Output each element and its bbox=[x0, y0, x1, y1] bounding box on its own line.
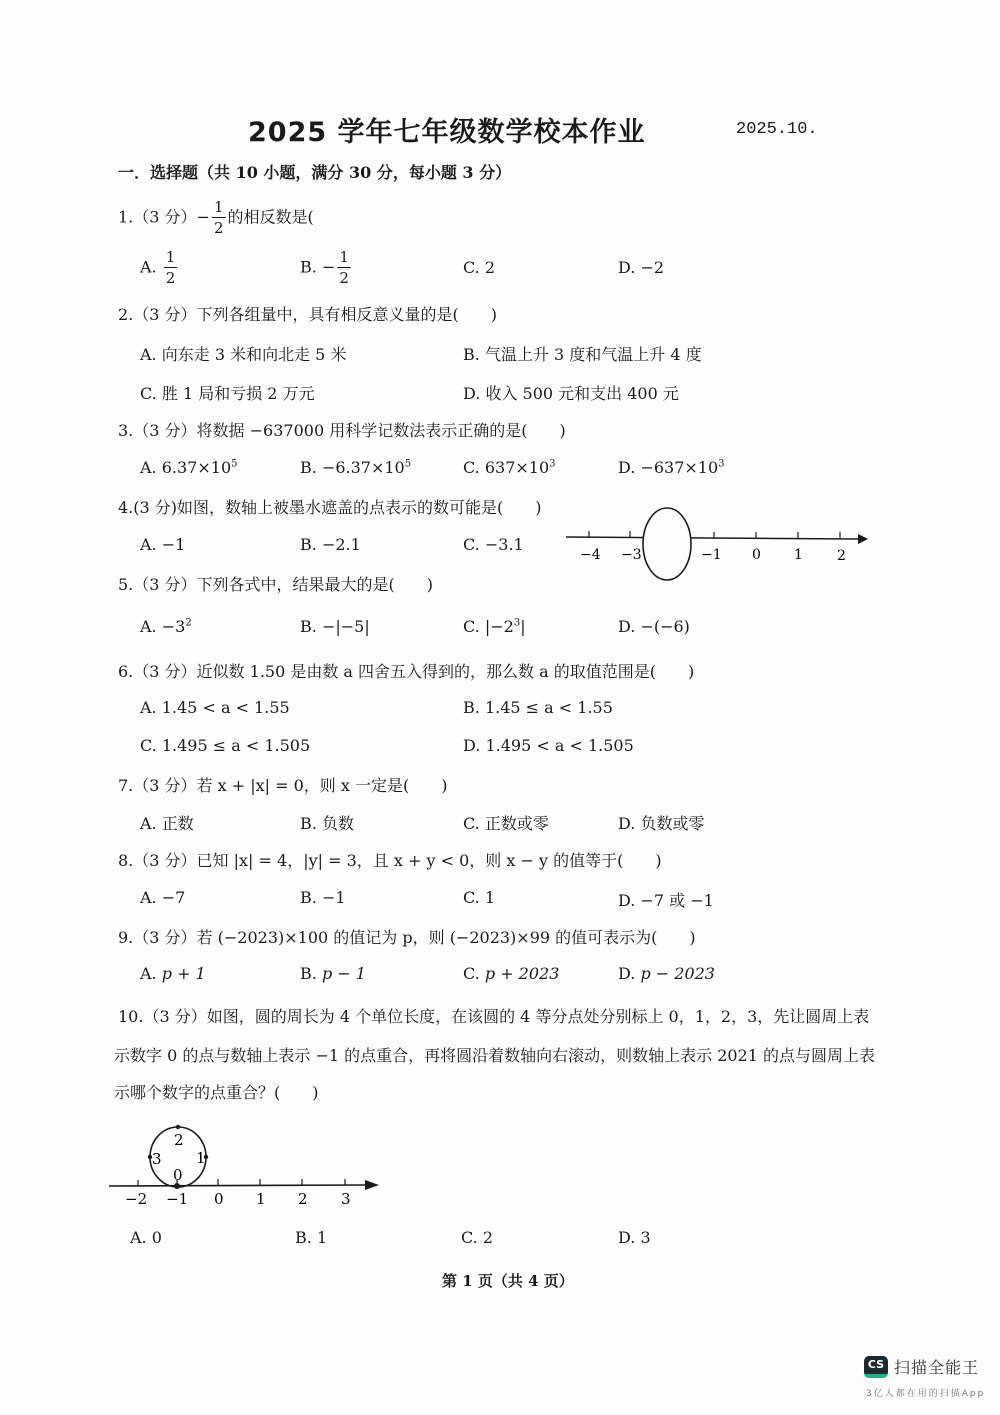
question-2-option-d[interactable] bbox=[463, 381, 679, 404]
question-10-stem-line-2: 示数字 0 的点与数轴上表示 −1 的点重合，再将圆沿着数轴向右滚动，则数轴上表示 2021 的点与圆周上表 bbox=[114, 1046, 876, 1065]
question-7-option-a[interactable] bbox=[140, 811, 194, 834]
option-label: A. bbox=[140, 888, 157, 907]
fraction-denominator: 2 bbox=[339, 269, 349, 287]
option-text: −1 bbox=[321, 888, 346, 907]
question-5-option-d[interactable] bbox=[618, 617, 690, 636]
option-label: D. bbox=[463, 384, 481, 403]
option-text: 3 bbox=[640, 1228, 651, 1247]
option-label: D. bbox=[618, 1228, 636, 1247]
question-10-stem-line-3: 示哪个数字的点重合？( ) bbox=[114, 1083, 319, 1102]
option-label: B. bbox=[300, 257, 317, 277]
question-points: （3 分） bbox=[133, 305, 197, 324]
option-text: 负数或零 bbox=[640, 814, 705, 833]
option-text: 气温上升 3 度和气温上升 4 度 bbox=[484, 345, 702, 364]
question-points: （3 分） bbox=[133, 207, 197, 227]
question-number: 5. bbox=[118, 575, 134, 594]
option-text: |−2 bbox=[484, 617, 514, 636]
stem-text: 已知 |x| = 4，|y| = 3，且 x + y < 0，则 x − y 的值等于( ) bbox=[196, 851, 662, 870]
option-text: 胜 1 局和亏损 2 万元 bbox=[161, 384, 315, 403]
fraction bbox=[164, 250, 178, 286]
option-label: C. bbox=[461, 1228, 478, 1247]
question-number: 9. bbox=[118, 928, 134, 947]
question-3-option-a[interactable] bbox=[140, 458, 238, 477]
option-text: p − 1 bbox=[321, 964, 366, 983]
stem-text: 若 x + |x| = 0，则 x 一定是( ) bbox=[196, 776, 448, 795]
question-4-option-b[interactable] bbox=[300, 535, 361, 554]
circle-label: 0 bbox=[173, 1166, 183, 1184]
watermark-tagline: 3亿人都在用的扫描App bbox=[866, 1389, 986, 1399]
question-points: （3 分） bbox=[133, 575, 197, 594]
question-points: （3 分） bbox=[133, 851, 197, 870]
option-text: 2 bbox=[482, 1228, 494, 1247]
tick-label: 0 bbox=[752, 547, 761, 563]
tick-label: −4 bbox=[580, 547, 601, 563]
question-2-option-b[interactable] bbox=[463, 342, 702, 365]
question-10-option-b[interactable] bbox=[295, 1228, 327, 1247]
question-4-option-c[interactable] bbox=[463, 535, 524, 554]
question-9-option-d[interactable] bbox=[618, 964, 715, 983]
option-text: 0 bbox=[151, 1228, 162, 1247]
question-8-option-c[interactable] bbox=[463, 888, 495, 907]
option-text: 向东走 3 米和向北走 5 米 bbox=[161, 345, 347, 364]
option-label: A. bbox=[140, 345, 157, 364]
question-number: 2. bbox=[118, 305, 134, 324]
option-label: A. bbox=[140, 964, 157, 983]
question-3-option-d[interactable] bbox=[618, 458, 725, 477]
option-text: 2 bbox=[484, 258, 496, 277]
option-text: 负数 bbox=[321, 814, 354, 833]
option-label: D. bbox=[618, 964, 636, 983]
option-text: p − 2023 bbox=[640, 964, 715, 983]
option-text: p + 1 bbox=[161, 964, 206, 983]
question-7-option-c[interactable] bbox=[463, 811, 549, 834]
question-1-option-a[interactable] bbox=[140, 250, 179, 286]
option-label: C. bbox=[463, 617, 480, 636]
camscanner-logo-icon: CS bbox=[864, 1356, 888, 1378]
question-7-option-b[interactable] bbox=[300, 811, 354, 834]
question-8-option-b[interactable] bbox=[300, 888, 346, 907]
option-label: C. bbox=[140, 384, 157, 403]
option-label: B. bbox=[463, 698, 480, 717]
exponent: 5 bbox=[231, 458, 238, 470]
option-text: 1.495 ≤ a < 1.505 bbox=[161, 736, 311, 755]
exponent: 3 bbox=[718, 458, 725, 470]
question-2-option-a[interactable] bbox=[140, 342, 346, 365]
option-label: B. bbox=[300, 458, 317, 477]
question-10-option-c[interactable] bbox=[461, 1228, 493, 1247]
tick-label: 3 bbox=[341, 1190, 351, 1208]
option-label: B. bbox=[300, 888, 317, 907]
question-10-stem-line-1 bbox=[118, 1004, 869, 1027]
option-label: C. bbox=[463, 258, 480, 277]
option-text: −3 bbox=[161, 617, 186, 636]
option-label: B. bbox=[463, 345, 480, 364]
option-text: −|−5| bbox=[321, 617, 370, 636]
minus-sign: − bbox=[196, 207, 210, 227]
option-label: D. bbox=[463, 736, 481, 755]
option-label: C. bbox=[463, 535, 480, 554]
question-points: （3 分） bbox=[133, 928, 197, 947]
tick-label: 1 bbox=[256, 1190, 266, 1208]
ink-blot-ellipse bbox=[643, 508, 691, 580]
option-label: A. bbox=[130, 1228, 147, 1247]
question-9-option-a[interactable] bbox=[140, 964, 206, 983]
option-label: B. bbox=[300, 814, 317, 833]
question-7-stem bbox=[118, 773, 447, 796]
option-text: −1 bbox=[161, 535, 186, 554]
question-number: 4. bbox=[118, 498, 134, 517]
question-number: 3. bbox=[118, 421, 134, 440]
option-label: D. bbox=[618, 814, 636, 833]
question-8-option-d[interactable] bbox=[618, 888, 714, 911]
question-5-option-b[interactable] bbox=[300, 617, 370, 636]
question-6-option-b[interactable] bbox=[463, 698, 613, 717]
option-label: D. bbox=[618, 891, 636, 910]
question-3-stem bbox=[118, 418, 566, 441]
page-number: 第 1 页（共 4 页） bbox=[442, 1272, 574, 1290]
rolling-circle-figure-q10 bbox=[105, 1120, 390, 1215]
stem-text: 如图，数轴上被墨水遮盖的点表示的数可能是( ) bbox=[177, 498, 542, 517]
option-label: B. bbox=[300, 535, 317, 554]
option-text: | bbox=[520, 617, 526, 636]
question-1-stem bbox=[118, 200, 314, 236]
question-6-option-c[interactable] bbox=[140, 736, 310, 755]
stem-text: 近似数 1.50 是由数 a 四舍五入得到的，那么数 a 的取值范围是( ) bbox=[196, 662, 695, 681]
section-heading: 一．选择题（共 10 小题，满分 30 分，每小题 3 分） bbox=[118, 163, 512, 182]
option-label: B. bbox=[300, 964, 317, 983]
circle-label: 1 bbox=[196, 1149, 206, 1167]
option-text: 1.495 < a < 1.505 bbox=[485, 736, 634, 755]
document-title: 2025 学年七年级数学校本作业 bbox=[248, 117, 646, 148]
option-text: 正数 bbox=[161, 814, 194, 833]
question-3-option-b[interactable] bbox=[300, 458, 411, 477]
option-label: A. bbox=[140, 458, 157, 477]
question-8-option-a[interactable] bbox=[140, 888, 185, 907]
option-text: 1 bbox=[316, 1228, 328, 1247]
option-label: A. bbox=[140, 698, 157, 717]
option-text: −(−6) bbox=[640, 617, 690, 636]
tick-label: 1 bbox=[794, 547, 803, 563]
question-points: （3 分） bbox=[133, 662, 197, 681]
option-text: −7 bbox=[161, 888, 186, 907]
question-number: 7. bbox=[118, 776, 134, 795]
question-number: 8. bbox=[118, 851, 134, 870]
question-4-option-a[interactable] bbox=[140, 535, 185, 554]
minus-sign: − bbox=[321, 257, 336, 277]
question-7-option-d[interactable] bbox=[618, 811, 704, 834]
stem-text: 将数据 −637000 用科学记数法表示正确的是( ) bbox=[196, 421, 566, 440]
question-1-option-d[interactable] bbox=[618, 258, 664, 277]
tick-label: 2 bbox=[837, 548, 846, 564]
question-points: （3 分） bbox=[133, 776, 197, 795]
question-10-option-a[interactable] bbox=[130, 1228, 162, 1247]
option-text: 正数或零 bbox=[484, 814, 549, 833]
question-6-option-d[interactable] bbox=[463, 736, 634, 755]
question-number: 1. bbox=[118, 207, 134, 227]
option-text: −637×10 bbox=[640, 458, 719, 477]
option-text: 6.37×10 bbox=[161, 458, 232, 477]
question-3-option-c[interactable] bbox=[463, 458, 556, 477]
fraction bbox=[212, 200, 226, 236]
question-6-option-a[interactable] bbox=[140, 698, 290, 717]
exponent: 3 bbox=[513, 617, 521, 629]
question-points: （3 分） bbox=[143, 1007, 207, 1026]
tick-label: −1 bbox=[166, 1190, 189, 1208]
question-2-stem bbox=[118, 302, 497, 325]
option-label: C. bbox=[463, 458, 480, 477]
option-label: A. bbox=[140, 257, 157, 277]
option-label: D. bbox=[618, 258, 636, 277]
watermark-app-name: 扫描全能王 bbox=[894, 1358, 980, 1377]
option-label: D. bbox=[618, 458, 636, 477]
option-label: A. bbox=[140, 617, 157, 636]
fraction-numerator: 1 bbox=[213, 198, 224, 216]
tick-label: −3 bbox=[621, 547, 642, 563]
option-label: C. bbox=[140, 736, 157, 755]
question-6-stem bbox=[118, 659, 694, 682]
exponent: 5 bbox=[404, 458, 412, 470]
option-label: A. bbox=[140, 814, 157, 833]
question-points: (3 分) bbox=[133, 498, 178, 517]
option-text: −3.1 bbox=[484, 535, 524, 554]
question-2-option-c[interactable] bbox=[140, 381, 315, 404]
option-label: C. bbox=[463, 814, 480, 833]
scanner-watermark bbox=[864, 1355, 979, 1378]
fraction-denominator: 2 bbox=[213, 219, 224, 237]
fraction-denominator: 2 bbox=[165, 269, 176, 287]
question-1-option-c[interactable] bbox=[463, 258, 495, 277]
option-text: −2.1 bbox=[321, 535, 361, 554]
question-4-stem bbox=[118, 495, 542, 518]
circle-label: 2 bbox=[174, 1131, 184, 1149]
option-text: 637×10 bbox=[484, 458, 550, 477]
option-label: A. bbox=[140, 535, 157, 554]
option-text: −6.37×10 bbox=[321, 458, 405, 477]
question-number: 6. bbox=[118, 662, 134, 681]
option-text: p + 2023 bbox=[484, 964, 560, 983]
option-label: C. bbox=[463, 888, 480, 907]
option-text: −2 bbox=[640, 258, 665, 277]
fraction-numerator: 1 bbox=[165, 248, 176, 266]
stem-text: 下列各式中，结果最大的是( ) bbox=[196, 575, 434, 594]
stem-text: 如图，圆的周长为 4 个单位长度，在该圆的 4 等分点处分别标上 0，1，2，3，先让圆周上表 bbox=[206, 1007, 870, 1026]
fraction bbox=[337, 250, 351, 286]
stem-text: 下列各组量中，具有相反意义量的是( ) bbox=[196, 305, 498, 324]
exponent: 3 bbox=[549, 458, 556, 470]
question-8-stem bbox=[118, 848, 662, 871]
option-label: B. bbox=[295, 1228, 312, 1247]
exponent: 2 bbox=[185, 617, 192, 629]
tick-label: −2 bbox=[125, 1190, 148, 1208]
question-points: （3 分） bbox=[133, 421, 197, 440]
tick-label: 2 bbox=[298, 1190, 308, 1208]
question-9-stem bbox=[118, 925, 696, 948]
option-text: 收入 500 元和支出 400 元 bbox=[485, 384, 679, 403]
question-number: 10. bbox=[118, 1007, 144, 1026]
stem-text: 若 (−2023)×100 的值记为 p，则 (−2023)×99 的值可表示为( ) bbox=[196, 928, 696, 947]
option-text: 1.45 < a < 1.55 bbox=[161, 698, 290, 717]
number-line-figure-q4 bbox=[560, 500, 880, 590]
question-9-option-b[interactable] bbox=[300, 964, 366, 983]
fraction-numerator: 1 bbox=[339, 248, 349, 266]
tick-label: −1 bbox=[701, 547, 722, 563]
option-text: 1.45 ≤ a < 1.55 bbox=[484, 698, 613, 717]
tick-label: 0 bbox=[214, 1190, 224, 1208]
option-text: 1 bbox=[484, 888, 496, 907]
stem-text: 的相反数是( bbox=[227, 207, 314, 227]
question-9-option-c[interactable] bbox=[463, 964, 559, 983]
option-label: C. bbox=[463, 964, 480, 983]
question-5-stem bbox=[118, 572, 433, 595]
document-date: 2025.10. bbox=[736, 120, 818, 139]
question-1-option-b[interactable] bbox=[300, 250, 353, 286]
question-5-option-a[interactable] bbox=[140, 617, 192, 636]
option-label: B. bbox=[300, 617, 317, 636]
question-5-option-c[interactable] bbox=[463, 617, 526, 636]
question-10-option-d[interactable] bbox=[618, 1228, 651, 1247]
option-label: D. bbox=[618, 617, 636, 636]
circle-label: 3 bbox=[152, 1150, 162, 1168]
option-text: −7 或 −1 bbox=[640, 891, 714, 910]
